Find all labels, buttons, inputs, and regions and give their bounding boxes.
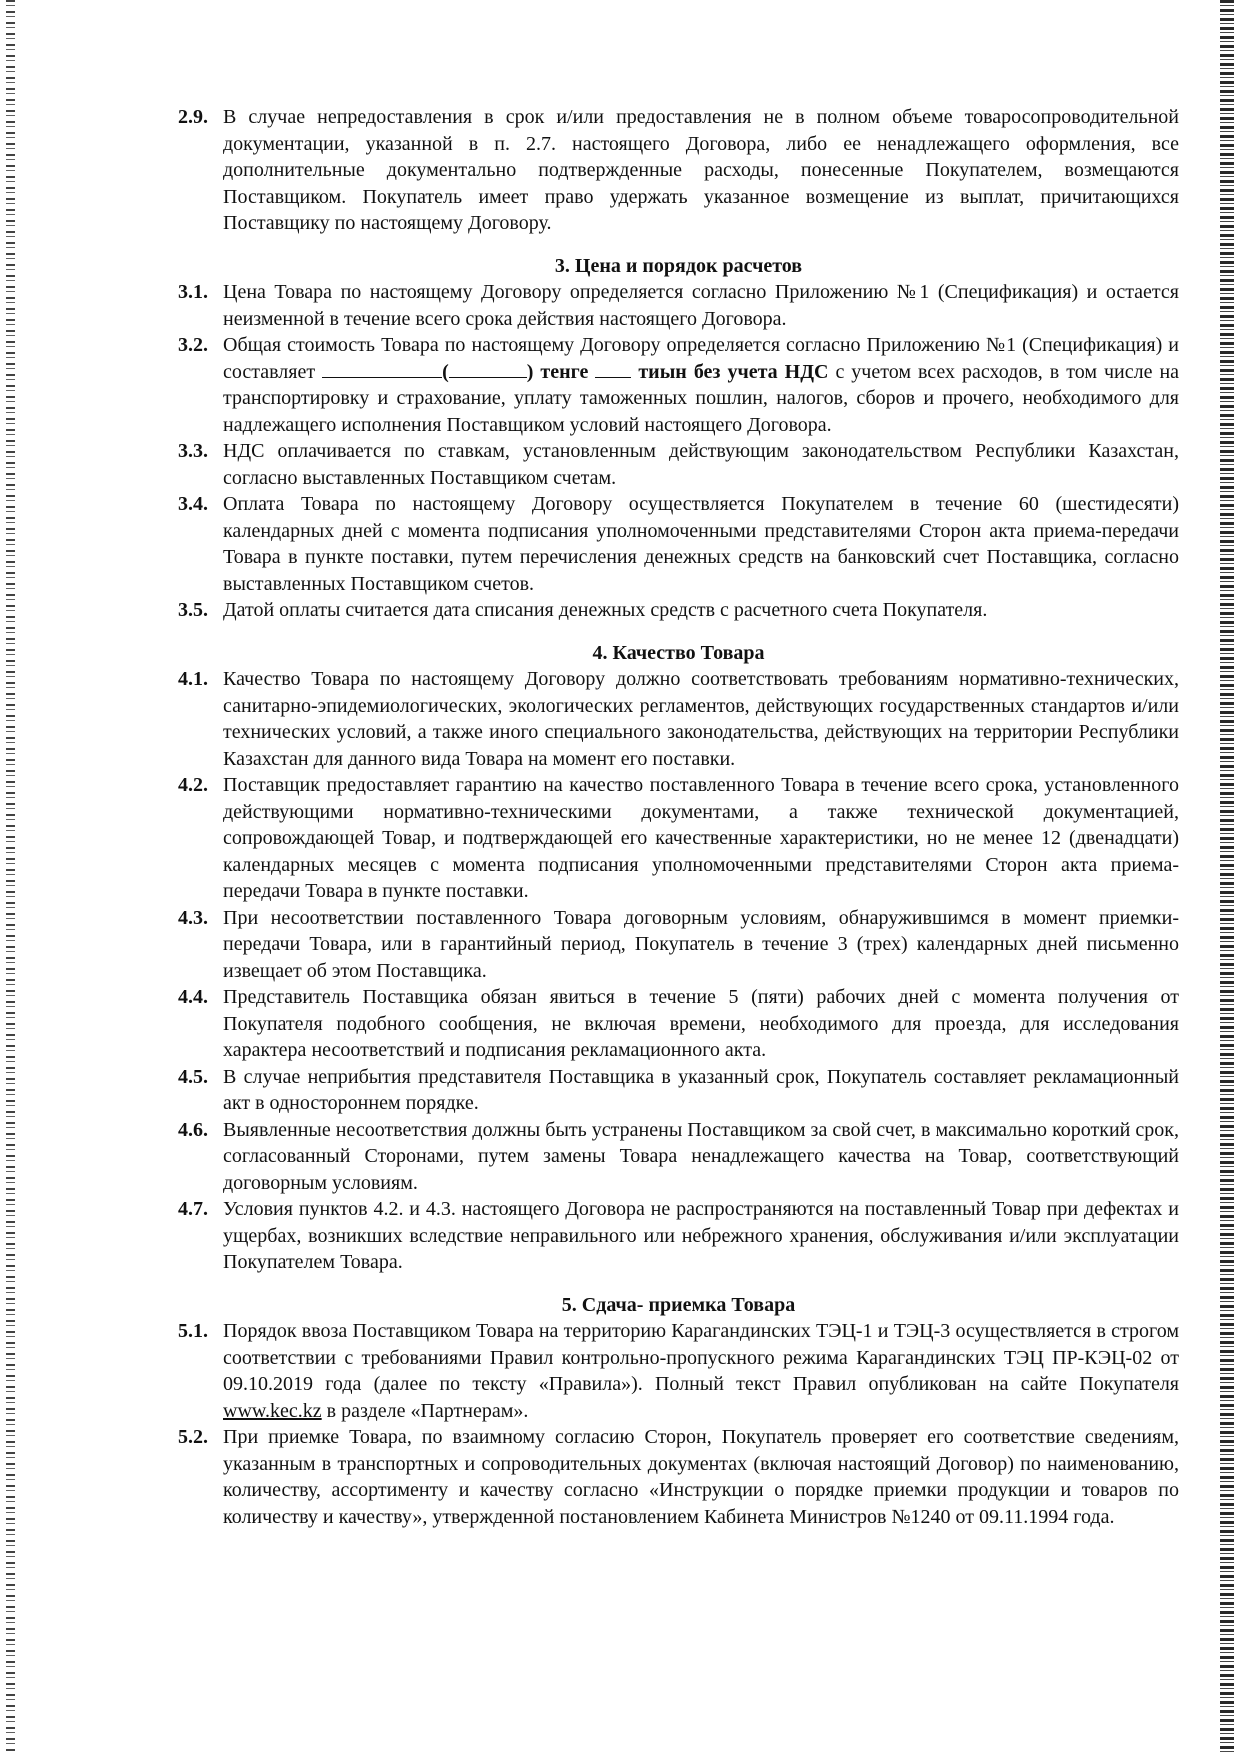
section-3-title: 3. Цена и порядок расчетов	[554, 254, 803, 277]
section-4-title: 4. Качество Товара	[592, 641, 765, 664]
clause-number: 3.3.	[178, 440, 208, 462]
scan-edge-right	[1220, 0, 1234, 1754]
paren-open: (	[442, 360, 449, 383]
clause-text: Выявленные несоответствия должны быть устранены Поставщиком за свой счет, в максимально короткий срок, согласованный Сторонами, путем замены Товара ненадлежащего качества на Товар, соответствующий договорным условиям.	[223, 1118, 1179, 1194]
clause-text	[223, 332, 1179, 438]
clause-text: При несоответствии поставленного Товара договорным условиям, обнаружившимся в момент приемки-передачи Товара, или в гарантийный период, Покупатель в течение 3 (трех) календарных дней письменно извещает об этом Поставщика.	[223, 906, 1179, 982]
clause-4-1	[178, 666, 1179, 772]
clause-text: Поставщик предоставляет гарантию на качество поставленного Товара в течение всего срока, установленного действующими нормативно-техническими документами, а также технической документацией, сопровождающей Товар, и подтверждающей его качественные характеристики, но не менее 12 (двенадцати) календарных месяцев с момента подписания уполномоченными представителями Сторон акта приема-передачи Товара в пункте поставки.	[223, 774, 1179, 902]
clause-number: 2.9.	[178, 106, 208, 128]
clause-text: Качество Товара по настоящему Договору должно соответствовать требованиям нормативно-технических, санитарно-эпидемиологических, экологических регламентов, действующих государственных стандартов и/или технических условий, а также иного специального законодательства, действующих на территории Республики Казахстан для данного вида Товара на момент его поставки.	[223, 668, 1179, 770]
clause-text: В случае непредоставления в срок и/или предоставления не в полном объеме товаросопроводительной документации, указанной в п. 2.7. настоящего Договора, либо ее ненадлежащего оформления, все дополнительные документально подтвержденные расходы, понесенные Покупателем, возмещаются Поставщиком. Покупатель имеет право удержать указанное возмещение из выплат, причитающихся Поставщику по настоящему Договору.	[223, 106, 1179, 234]
website-link[interactable]: www.kec.kz	[223, 1399, 322, 1422]
clause-3-4	[178, 491, 1179, 597]
tenge-label: ) тенге	[526, 360, 589, 383]
clause-text-after: с учетом всех расходов, в том числе на транспортировку и страхование, уплату таможенных пошлин, налогов, сборов и прочего, необходимого для надлежащего исполнения Поставщиком условий настоящего Договора.	[223, 360, 1180, 436]
clause-4-2	[178, 772, 1179, 905]
amount-blank	[322, 359, 442, 378]
clause-2-9	[178, 104, 1179, 237]
clause-text: Условия пунктов 4.2. и 4.3. настоящего Договора не распространяются на поставленный Товар при дефектах и ущербах, возникших вследствие неправильного или небрежного хранения, обслуживания и/или эксплуатации Покупателем Товара.	[223, 1198, 1179, 1273]
clause-number: 3.4.	[178, 493, 208, 515]
clause-4-3	[178, 905, 1179, 985]
clause-3-3	[178, 438, 1179, 491]
clause-5-1	[178, 1318, 1179, 1424]
clause-text-before: Порядок ввоза Поставщиком Товара на территорию Карагандинских ТЭЦ-1 и ТЭЦ-3 осуществляется в строгом соответствии с требованиями Правил контрольно-пропускного режима Карагандинских ТЭЦ ПР-КЭЦ-02 от 09.10.2019 года (далее по тексту «Правила»). Полный текст Правил опубликован на сайте Покупателя	[223, 1320, 1179, 1395]
tiyn-label: тиын без учета НДС	[638, 360, 829, 383]
clause-number: 4.1.	[178, 668, 208, 690]
clause-text: Представитель Поставщика обязан явиться в течение 5 (пяти) рабочих дней с момента получения от Покупателя подобного сообщения, не включая времени, необходимого для проезда, для исследования характера несоответствий и подписания рекламационного акта.	[223, 986, 1179, 1061]
clause-text	[223, 1318, 1179, 1424]
clause-number: 3.2.	[178, 334, 208, 356]
clause-number: 4.3.	[178, 906, 208, 929]
clause-number: 5.1.	[178, 1320, 208, 1342]
clause-number: 4.2.	[178, 774, 208, 796]
clause-number: 4.7.	[178, 1198, 208, 1220]
clause-number: 4.5.	[178, 1065, 208, 1088]
tiyn-blank	[595, 359, 631, 378]
clause-text: Цена Товара по настоящему Договору определяется согласно Приложению №1 (Спецификация) и остается неизменной в течение всего срока действия настоящего Договора.	[223, 281, 1179, 330]
clause-3-2	[178, 332, 1179, 438]
clause-4-4	[178, 984, 1179, 1064]
amount-words-blank	[449, 359, 527, 378]
clause-text: НДС оплачивается по ставкам, установленным действующим законодательством Республики Казахстан, согласно выставленных Поставщиком счетам.	[223, 440, 1179, 489]
clause-3-1	[178, 279, 1179, 332]
clause-5-2	[178, 1424, 1179, 1530]
clause-4-5	[178, 1064, 1179, 1117]
clause-number: 5.2.	[178, 1426, 208, 1448]
clause-text: Оплата Товара по настоящему Договору осуществляется Покупателем в течение 60 (шестидесяти) календарных дней с момента подписания уполномоченными представителями Сторон акта приема-передачи Товара в пункте поставки, путем перечисления денежных средств на банковский счет Поставщика, согласно выставленных Поставщиком счетов.	[223, 493, 1179, 595]
clause-text: В случае неприбытия представителя Поставщика в указанный срок, Покупатель составляет рекламационный акт в одностороннем порядке.	[223, 1065, 1179, 1114]
document-page	[178, 104, 1179, 1530]
clause-text: Датой оплаты считается дата списания денежных средств с расчетного счета Покупателя.	[223, 599, 988, 621]
clause-text-before: Общая стоимость Товара по настоящему Договору определяется согласно Приложению №1 (Спецификация) и составляет	[223, 334, 1179, 383]
scan-edge-left	[6, 0, 15, 1754]
clause-4-7	[178, 1196, 1179, 1276]
clause-4-6	[178, 1117, 1179, 1197]
clause-number: 4.4.	[178, 986, 208, 1008]
clause-text-after: в разделе «Партнерам».	[326, 1399, 529, 1422]
clause-text: При приемке Товара, по взаимному согласию Сторон, Покупатель проверяет его соответствие сведениям, указанным в транспортных и сопроводительных документах (включая настоящий Договор) по наименованию, количеству, ассортименту и качеству согласно «Инструкции о порядке приемки продукции и товаров по количеству и качеству», утвержденной постановлением Кабинета Министров №1240 от 09.11.1994 года.	[223, 1426, 1179, 1528]
clause-number: 3.1.	[178, 281, 208, 303]
clause-number: 4.6.	[178, 1118, 208, 1141]
clause-3-5	[178, 597, 1179, 624]
clause-number: 3.5.	[178, 599, 208, 621]
section-5-title: 5. Сдача- приемка Товара	[561, 1293, 796, 1316]
